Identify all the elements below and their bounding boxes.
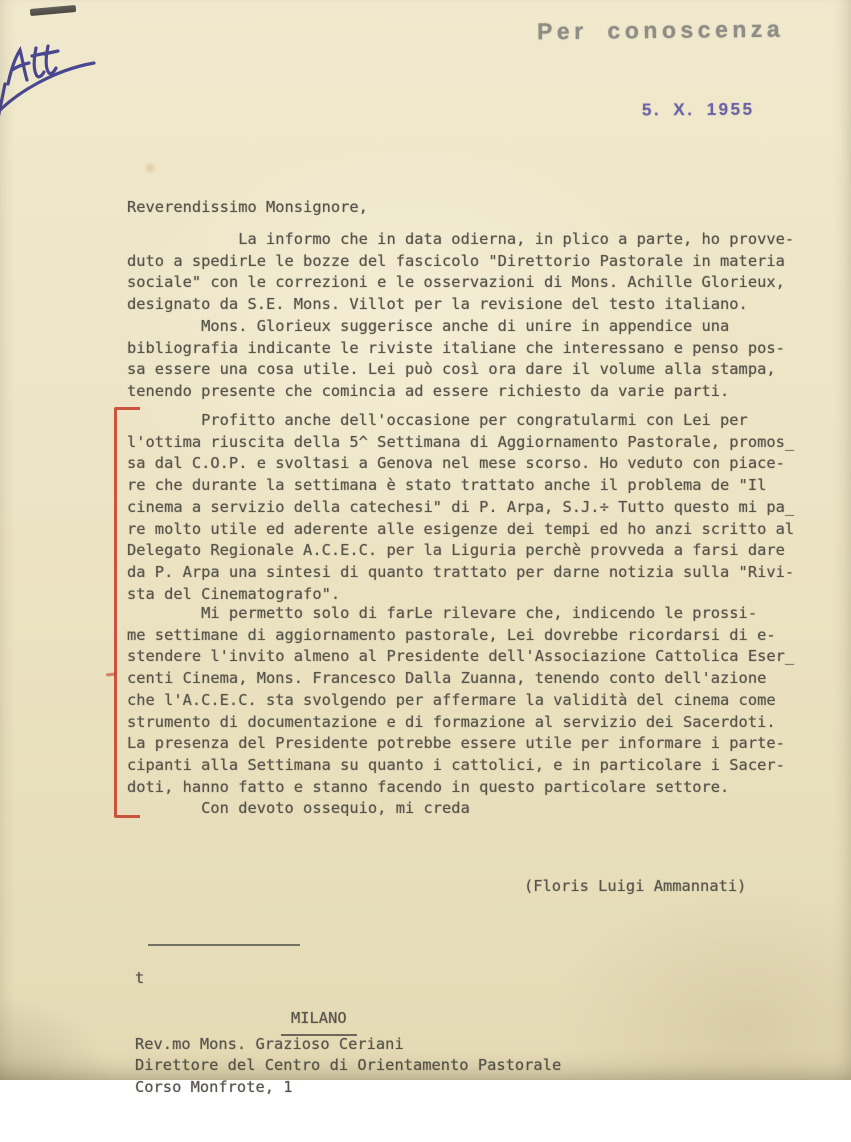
text-line: Corso Monfrote, 1: [135, 1077, 293, 1096]
text-line: Mons. Glorieux suggerisce anche di unire in appendice una: [127, 316, 730, 335]
text-line: tenendo presente che comincia ad essere richiesto da varie parti.: [127, 381, 730, 400]
text-line: Mi permetto solo di farLe rilevare che, indicendo le prossi-: [127, 604, 758, 622]
text-line: centi Cinema, Mons. Francesco Dalla Zuanna, tenendo conto dell'azione: [127, 669, 767, 688]
text-line: stendere l'invito almeno al Presidente dell'Associazione Cattolica Eser̲: [127, 647, 795, 666]
text-line: La informo che in data odierna, in plico a parte, ho provve-: [127, 230, 795, 248]
text-line: strumento di documentazione e di formazione al servizio dei Sacerdoti.: [127, 712, 776, 731]
text-line: Rev.mo Mons. Grazioso Ceriani: [135, 1034, 404, 1053]
text-line: re molto utile ed aderente alle esigenze dei tempi ed ho anzi scritto al: [127, 519, 795, 538]
paragraph-bracketed: [127, 410, 794, 605]
text-line: duto a spedirLe le bozze del fascicolo "Direttorio Pastorale in materia: [127, 251, 785, 270]
recipient-lines: [135, 1034, 561, 1099]
recipient-marker: t: [135, 969, 145, 988]
text-line: designato da S.E. Mons. Villot per la revisione del testo italiano.: [127, 295, 748, 314]
text-line: bibliografia indicante le riviste italiane che interessano e penso pos-: [127, 338, 785, 357]
stamp-per-conoscenza: Per conoscenza: [536, 15, 785, 45]
text-line: La presenza del Presidente potrebbe essere utile per informare i parte-: [127, 734, 785, 753]
text-line: Direttore del Centro di Orientamento Pastorale: [135, 1056, 562, 1075]
text-line: re che durante la settimana è stato trattato anche il problema de "Il: [127, 476, 767, 495]
text-line: che l'A.C.E.C. sta svolgendo per affermare la validità del cinema come: [127, 690, 776, 709]
text-line: me settimane di aggiornamento pastorale, Lei dovrebbe ricordarsi di e-: [127, 625, 776, 644]
stamp-date: 5. X. 1955: [641, 99, 755, 120]
text-line: Profitto anche dell'occasione per congratularmi con Lei per: [127, 411, 748, 429]
text-line: cipanti alla Settimana su quanto i cattolici, e in particolare i Sacer-: [127, 755, 785, 774]
text-line: l'ottima riuscita della 5^ Settimana di Aggiornamento Pastorale, promos̲: [127, 432, 795, 451]
staple-mark: [30, 5, 76, 16]
paragraph-intro: [127, 229, 794, 403]
paragraph-final: [127, 603, 794, 820]
recipient-city: MILANO: [281, 1008, 357, 1036]
text-line: sa dal C.O.P. e svoltasi a Genova nel mese scorso. Ho veduto con piace-: [127, 454, 785, 473]
text-line: sta del Cinematografo".: [127, 584, 341, 603]
recipient-marker-underline: [148, 944, 300, 946]
text-line: da P. Arpa una sintesi di quanto trattato per darne notizia sulla "Rivi-: [127, 562, 795, 581]
salutation: Reverendissimo Monsignore,: [127, 198, 368, 216]
text-line: cinema a servizio della catechesi" di P. Arpa, S.J.÷ Tutto questo mi pa̲: [127, 497, 795, 516]
text-line: sociale" con le correzioni e le osservazioni di Mons. Achille Glorieux,: [127, 273, 785, 292]
text-line: sa essere una cosa utile. Lei può così ora dare il volume alla stampa,: [127, 360, 776, 379]
text-line: doti, hanno fatto e stanno facendo in questo particolare settore.: [127, 777, 730, 796]
signature: (Floris Luigi Ammannati): [524, 877, 747, 895]
handwritten-annotation: [0, 18, 121, 143]
text-line: Con devoto ossequio, mi creda: [127, 799, 470, 818]
text-line: Delegato Regionale A.C.E.C. per la Liguria perchè provveda a farsi dare: [127, 541, 785, 560]
